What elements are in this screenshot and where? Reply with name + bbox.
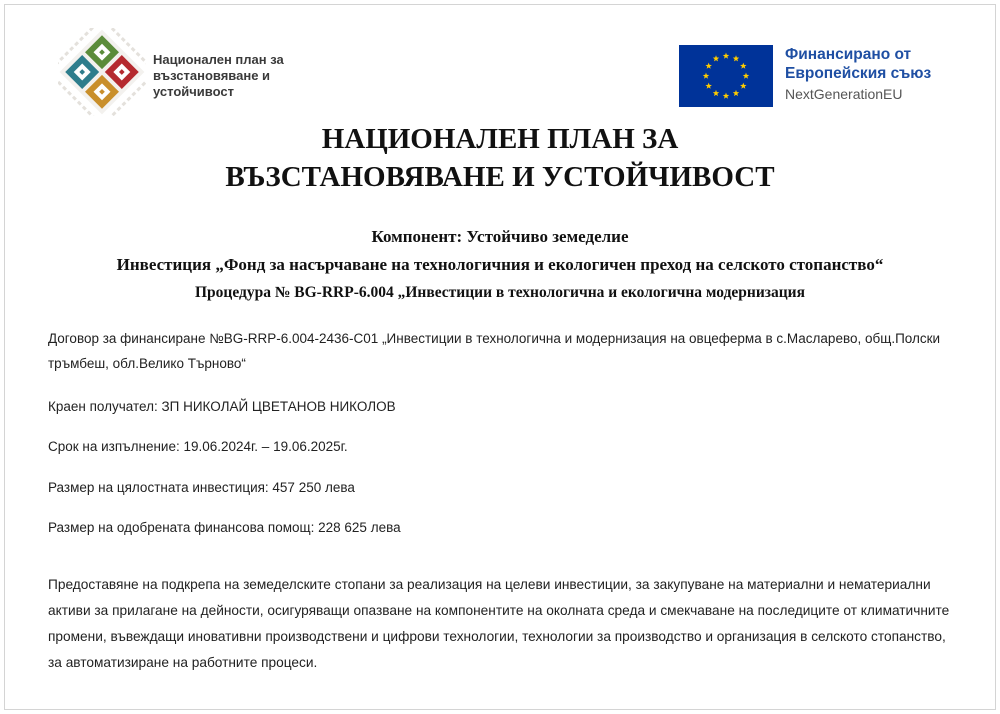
- eu-flag-icon: [679, 45, 773, 107]
- page-title: [0, 120, 1000, 196]
- component-heading: Компонент: Устойчиво земеделие: [371, 227, 629, 246]
- investment-heading: Инвестиция „Фонд за насърчаване на технологичния и екологичен преход на селското стопанство“: [116, 255, 884, 274]
- nrrp-logo-line: Национален план за: [153, 52, 284, 67]
- nrrp-logo-line: устойчивост: [153, 84, 234, 99]
- eu-union-line: Европейския съюз: [785, 65, 932, 82]
- total-investment-text: Размер на цялостната инвестиция: 457 250 лева: [48, 480, 355, 495]
- next-generation-eu-label: NextGenerationEU: [785, 86, 903, 102]
- grant-text: Размер на одобрената финансова помощ: 228 625 лева: [48, 520, 401, 535]
- contract-text: Договор за финансиране №BG-RRP-6.004-2436-C01 „Инвестиции в технологична и модернизация на овцеферма в с.Масларево, общ.Полски тръмбеш, обл.Велико Търново“: [48, 331, 941, 371]
- page-title-line: НАЦИОНАЛЕН ПЛАН ЗА: [321, 123, 679, 155]
- eu-funded-line: Финансирано от: [785, 46, 912, 63]
- nrrp-logo-line: възстановяване и: [153, 68, 271, 83]
- nrrp-embroidery-logo-icon: [58, 28, 146, 116]
- nrrp-logo-text: [153, 52, 323, 100]
- procedure-heading: Процедура № BG-RRP-6.004 „Инвестиции в технологична и екологична модернизация: [194, 284, 806, 301]
- page-title-line: ВЪЗСТАНОВЯВАНЕ И УСТОЙЧИВОСТ: [225, 161, 775, 193]
- period-text: Срок на изпълнение: 19.06.2024г. – 19.06.2025г.: [48, 439, 348, 454]
- project-description: Предоставяне на подкрепа на земеделските стопани за реализация на целеви инвестиции, за закупуване на материални и нематериални активи за прилагане на дейности, осигуряващи опазване на компонентите на околната среда и смекчаване на последиците от климатичните промени, въвеждащи иновативни производствени и цифрови технологии, технологии за производство и организация в селското стопанство, за автоматизиране на работните процеси.: [48, 577, 950, 670]
- beneficiary-text: Краен получател: ЗП НИКОЛАЙ ЦВЕТАНОВ НИКОЛОВ: [48, 399, 396, 414]
- eu-funding-label: [785, 45, 975, 104]
